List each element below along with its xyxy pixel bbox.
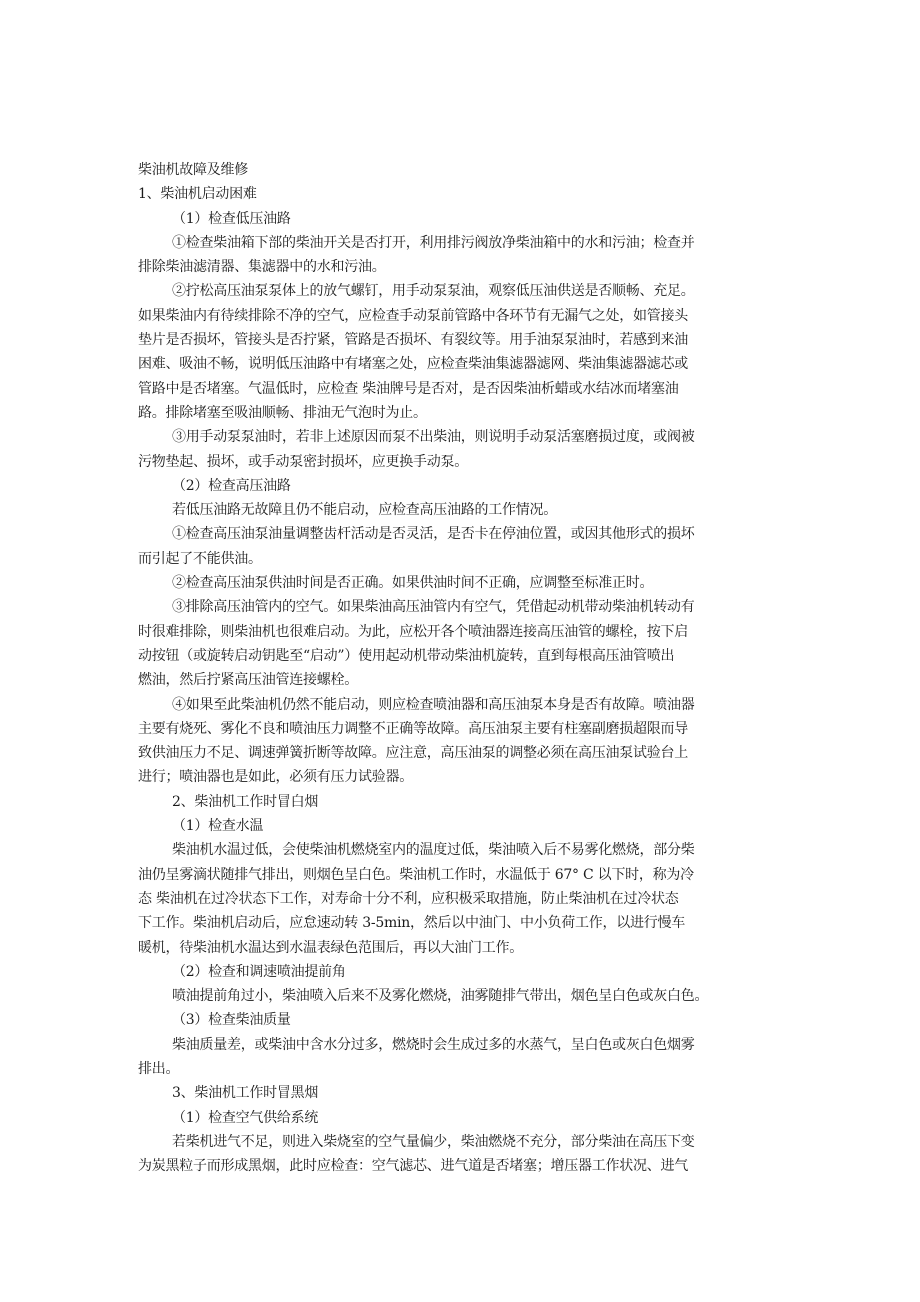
text-line: （1）检查空气供给系统 [172, 1109, 319, 1126]
text-line: 柴油机水温过低，会使柴油机燃烧室内的温度过低，柴油喷入后不易雾化燃烧，部分柴 [172, 842, 695, 859]
text-line: 污物垫起、损坏，或手动泵密封损坏，应更换手动泵。 [138, 453, 468, 470]
text-line: ③用手动泵泵油时，若非上述原因而泵不出柴油，则说明手动泵活塞磨损过度，或阀被 [172, 429, 695, 446]
text-line: 喷油提前角过小，柴油喷入后来不及雾化燃烧，油雾随排气带出，烟色呈白色或灰白色。 [172, 988, 709, 1005]
text-line: 1、柴油机启动困难 [138, 186, 257, 203]
text-line: 困难、吸油不畅，说明低压油路中有堵塞之处，应检查柴油集滤器滤网、柴油集滤器滤芯或 [138, 356, 688, 373]
text-line: 态 柴油机在过冷状态下工作，对寿命十分不利，应积极采取措施，防止柴油机在过冷状态 [138, 890, 679, 907]
text-line: 动按钮（或旋转启动钥匙至“启动”）使用起动机带动柴油机旋转，直到每根高压油管喷出 [138, 647, 675, 664]
text-line: 如果柴油内有待续排除不净的空气，应检查手动泵前管路中各环节有无漏气之处，如管接头 [138, 307, 688, 324]
document-body [138, 158, 786, 1178]
text-line: 3、柴油机工作时冒黑烟 [172, 1085, 319, 1102]
document-title: 柴油机故障及维修 [138, 162, 248, 178]
text-line: ③排除高压油管内的空气。如果柴油高压油管内有空气，凭借起动机带动柴油机转动有 [172, 599, 695, 616]
text-line: 暖机，待柴油机水温达到水温表绿色范围后，再以大油门工作。 [138, 939, 523, 956]
text-line: 为炭黑粒子而形成黑烟，此时应检查：空气滤芯、进气道是否堵塞；增压器工作状况、进气 [138, 1158, 688, 1175]
text-line: （2）检查高压油路 [172, 477, 291, 494]
text-line: （1）检查低压油路 [172, 210, 291, 227]
document-lines [138, 182, 786, 1178]
text-line: 垫片是否损坏，管接头是否拧紧，管路是否损坏、有裂纹等。用手油泵泵油时，若感到来油 [138, 332, 688, 349]
text-line: ②检查高压油泵供油时间是否正确。如果供油时间不正确，应调整至标准正时。 [172, 575, 654, 592]
text-line: 而引起了不能供油。 [138, 550, 262, 567]
text-line: 管路中是否堵塞。气温低时，应检查 柴油牌号是否对，是否因柴油析蜡或水结冰而堵塞油 [138, 380, 679, 397]
text-line: 排出。 [138, 1060, 180, 1077]
text-line: （3）检查柴油质量 [172, 1012, 291, 1029]
text-line: ②拧松高压油泵泵体上的放气螺钉，用手动泵泵油，观察低压油供送是否顺畅、充足。 [172, 283, 695, 300]
text-line: （2）检查和调速喷油提前角 [172, 963, 346, 980]
text-line: 2、柴油机工作时冒白烟 [172, 793, 319, 810]
text-line: 燃油，然后拧紧高压油管连接螺栓。 [138, 672, 358, 689]
text-line: 若低压油路无故障且仍不能启动，应检查高压油路的工作情况。 [172, 502, 557, 519]
text-line: 路。排除堵塞至吸油顺畅、排油无气泡时为止。 [138, 404, 427, 421]
text-line: 下工作。柴油机启动后，应怠速动转 3-5min，然后以中油门、中小负荷工作，以进行慢车 [138, 915, 686, 932]
text-line: ①检查柴油箱下部的柴油开关是否打开，利用排污阀放净柴油箱中的水和污油；检查并 [172, 234, 695, 251]
text-line: 主要有烧死、雾化不良和喷油压力调整不正确等故障。高压油泵主要有柱塞副磨损超限而导 [138, 720, 688, 737]
text-line: 致供油压力不足、调速弹簧折断等故障。应注意，高压油泵的调整必须在高压油泵试验台上 [138, 745, 688, 762]
text-line: 进行；喷油器也是如此，必须有压力试验器。 [138, 769, 413, 786]
text-line: （1）检查水温 [172, 818, 264, 835]
text-line: 油仍呈雾滴状随排气排出，则烟色呈白色。柴油机工作时，水温低于 67° C 以下时，称为冷 [138, 866, 694, 883]
text-line: 时很难排除，则柴油机也很难启动。为此，应松开各个喷油器连接高压油管的螺栓，按下启 [138, 623, 688, 640]
text-line: 若柴机进气不足，则进入柴烧室的空气量偏少，柴油燃烧不充分，部分柴油在高压下变 [172, 1133, 695, 1150]
text-line: ①检查高压油泵油量调整齿杆活动是否灵活，是否卡在停油位置，或因其他形式的损坏 [172, 526, 695, 543]
text-line: 排除柴油滤清器、集滤器中的水和污油。 [138, 259, 386, 276]
text-line: ④如果至此柴油机仍然不能启动，则应检查喷油器和高压油泵本身是否有故障。喷油器 [172, 696, 695, 713]
text-line: 柴油质量差，或柴油中含水分过多，燃烧时会生成过多的水蒸气，呈白色或灰白色烟雾 [172, 1036, 695, 1053]
